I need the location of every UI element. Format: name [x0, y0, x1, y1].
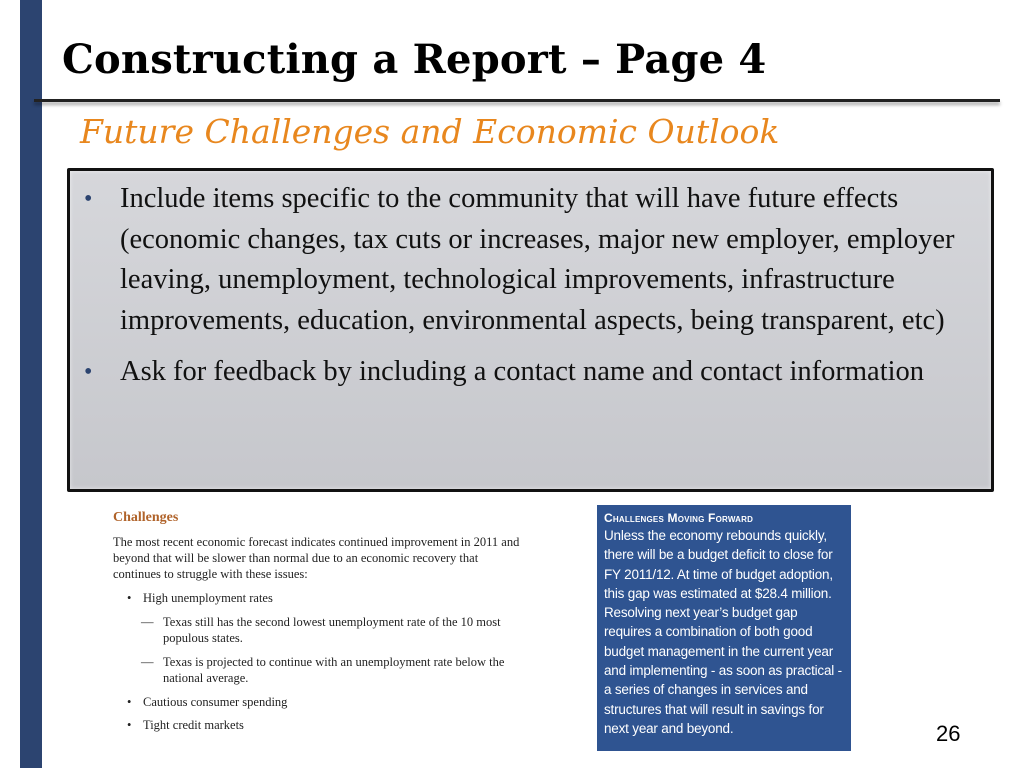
page-number: 26 [936, 721, 961, 746]
bullet-list [84, 179, 989, 393]
bullet-panel [67, 168, 994, 492]
challenges-item-text: Cautious consumer spending [143, 695, 288, 709]
challenges-subitem-text: Texas still has the second lowest unemployment rate of the 10 most populous states. [163, 615, 501, 645]
bullet-text: Ask for feedback by including a contact name and contact information [120, 356, 925, 387]
bullet-icon: • [84, 359, 93, 385]
challenges-forward-heading: Challenges Moving Forward [604, 511, 754, 525]
bullet-item [84, 179, 989, 341]
challenges-item-text: Tight credit markets [143, 718, 244, 732]
challenges-subitem [133, 614, 513, 646]
challenges-excerpt [113, 510, 523, 740]
challenges-item [113, 717, 523, 733]
challenges-intro: The most recent economic forecast indicates continued improvement in 2011 and beyond that will be slower than normal due to an economic recovery that continues to struggle with these issues: [113, 535, 520, 581]
dash-icon: — [141, 615, 154, 629]
challenges-item [113, 590, 523, 686]
bullet-text: Include items specific to the community that will have future effects (economic changes, tax cuts or increases, major new employer, employer leaving, unemployment, technological improvements, infrastructure improvements, education, environmental aspects, being transparent, etc) [120, 183, 955, 336]
bullet-icon: • [127, 718, 132, 732]
bullet-icon: • [127, 695, 132, 709]
dash-icon: — [141, 655, 154, 669]
challenges-subitem [133, 654, 513, 686]
bullet-icon: • [84, 186, 93, 212]
slide-subtitle: Future Challenges and Economic Outlook [80, 112, 780, 151]
left-accent-bar [20, 0, 42, 768]
bullet-icon: • [127, 591, 132, 605]
challenges-item-text: High unemployment rates [143, 591, 273, 605]
challenges-sublist [143, 614, 523, 686]
title-divider [34, 99, 1000, 102]
challenges-subitem-text: Texas is projected to continue with an unemployment rate below the national average. [163, 655, 505, 685]
bullet-item [84, 352, 989, 393]
challenges-forward-box [597, 505, 851, 751]
slide-title: Constructing a Report – Page 4 [62, 36, 767, 83]
challenges-forward-text: Unless the economy rebounds quickly, there will be a budget deficit to close for FY 2011/12. At time of budget adoption, this gap was estimated at $28.4 million. Resolving next year’s budget gap requires a combination of both good budget management in the current year and implementing - as soon as practical - a series of changes in services and structures that will result in savings for next year and beyond. [604, 528, 842, 736]
challenges-item [113, 694, 523, 710]
challenges-list [113, 590, 523, 733]
challenges-heading: Challenges [113, 510, 179, 525]
